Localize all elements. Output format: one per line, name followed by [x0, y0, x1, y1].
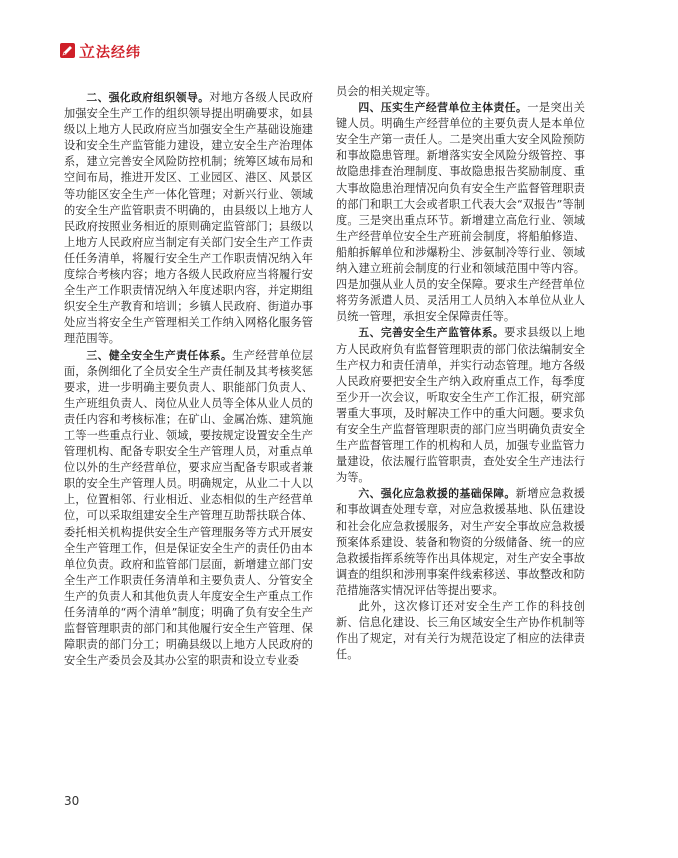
- paragraph-4: [336, 100, 585, 325]
- paragraph-body: 一是突出关键人员。明确生产经营单位的主要负责人是本单位安全生产第一责任人。二是突出重大安全风险预防和事故隐患管理。新增落实安全风险分级管控、事故隐患排查治理制度、事故隐患报告奖励制度、重大事故隐患治理情况向负有安全生产监督管理职责的部门和职工大会或者职工代表大会“双报告”等制度。三是突出重点环节。新增建立高危行业、领域生产经营单位安全生产班前会制度，将船舶修造、船舶拆解单位和涉爆粉尘、涉氨制冷等行业、领域纳入建立班前会制度的行业和领域范围中等内容。四是加强从业人员的安全保障。要求生产经营单位将劳务派遣人员、灵活用工人员纳入本单位从业人员统一管理，承担安全保障责任等。: [336, 101, 585, 324]
- page-number: 30: [64, 794, 80, 808]
- column-name: 法经纬: [96, 44, 142, 61]
- paragraph-5: [336, 325, 585, 486]
- paragraph-heading: 五、完善安全生产监管体系。: [358, 326, 505, 340]
- pen-icon: [60, 43, 75, 58]
- paragraph-body: 生产经营单位层面，条例细化了全员安全生产责任制及其考核奖惩要求，进一步明确主要负责人、职能部门负责人、生产班组负责人、岗位从业人员等全体从业人员的责任内容和考核标准；在矿山、金属冶炼、建筑施工等一些重点行业、领域，要按规定设置安全生产管理机构、配备专职安全生产管理人员，对重点单位以外的生产经营单位，要求应当配备专职或者兼职的安全生产管理人员。明确规定，从业二十人以上，位置相邻、行业相近、业态相似的生产经营单位，可以采取组建安全生产管理互助帮扶联合体、委托相关机构提供安全生产管理服务等方式开展安全生产管理工作，但是保证安全生产的责任仍由本单位负责。政府和监管部门层面，新增建立部门安全生产工作职责任务清单和主要负责人、分管安全生产的负责人和其他负责人年度安全生产重点工作任务清单的“两个清单”制度；明确了负有安全生产监督管理职责的部门和其他履行安全生产管理、保障职责的部门分工；明确县级以上地方人民政府的安全生产委员会及其办公室的职责和设立专业委: [64, 348, 313, 668]
- paragraph-2: [64, 90, 313, 348]
- paragraph-body: 要求县级以上地方人民政府负有监督管理职责的部门依法编制安全生产权力和责任清单，并实行动态管理。地方各级人民政府要把安全生产纳入政府重点工作，每季度至少开一次会议，听取安全生产工作汇报，研究部署重大事项，及时解决工作中的重大问题。要求负有安全生产监督管理职责的部门应当明确负责安全生产监督管理工作的机构和人员，加强专业监管力量建设，依法履行监管职责，查处安全生产违法行为等。: [336, 326, 585, 485]
- paragraph-heading: 四、压实生产经营单位主体责任。: [358, 101, 528, 115]
- right-column: [336, 84, 585, 663]
- paragraph-heading: 六、强化应急救援的基础保障。: [358, 487, 516, 501]
- paragraph-7: 此外，这次修订还对安全生产工作的科技创新、信息化建设、长三角区域安全生产协作机制等作出了规定，对有关行为规范设定了相应的法律责任。: [336, 600, 585, 662]
- paragraph-3: [64, 348, 313, 670]
- magazine-header: [60, 40, 141, 60]
- left-column: [64, 90, 313, 669]
- paragraph-heading: 三、健全安全生产责任体系。: [86, 348, 233, 362]
- paragraph-body: 新增应急救援和事故调查处理专章，对应急救援基地、队伍建设和社会化应急救援服务，对生产安全事故应急救援预案体系建设、装备和物资的分级储备、统一的应急救援指挥系统等作出具体规定，对生产安全事故调查的组织和涉刑事案件线索移送、事故整改和防范措施落实情况评估等提出要求。: [336, 487, 585, 597]
- magazine-column-title: [79, 39, 141, 62]
- logo-char: 立: [79, 41, 97, 61]
- paragraph-6: [336, 486, 585, 599]
- paragraph-body: 对地方各级人民政府加强安全生产工作的组织领导提出明确要求，如县级以上地方人民政府应当加强安全生产基础设施建设和安全生产监管能力建设，建立安全生产治理体系，建立完善安全风险防控机制；统筹区域布局和空间布局，推进开发区、工业园区、港区、风景区等功能区安全生产一体化管理；对新兴行业、领域的安全生产监管职责不明确的，由县级以上地方人民政府按照业务相近的原则确定监管部门；县级以上地方人民政府应当制定有关部门安全生产工作责任任务清单，将履行安全生产工作职责情况纳入年度综合考核内容；地方各级人民政府应当将履行安全生产工作职责情况纳入年度述职内容，并定期组织安全生产教育和培训；乡镇人民政府、街道办事处应当将安全生产管理相关工作纳入网格化服务管理范围等。: [64, 91, 313, 346]
- paragraph-continuation: 员会的相关规定等。: [336, 85, 437, 98]
- paragraph-heading: 二、强化政府组织领导。: [86, 91, 210, 104]
